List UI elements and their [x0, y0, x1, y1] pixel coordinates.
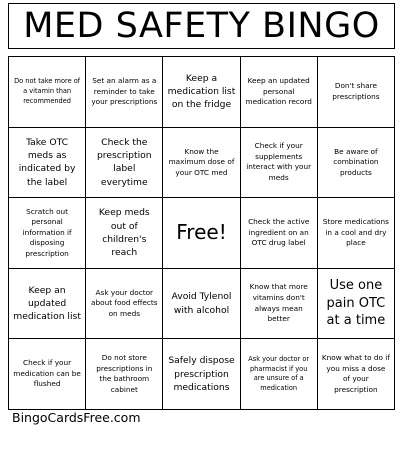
bingo-cell-r3c4: Check the active ingredient on an OTC drug label — [241, 198, 318, 269]
bingo-cell-r1c5: Don't share prescriptions — [318, 57, 395, 128]
footer-site-credit: BingoCardsFree.com — [12, 410, 141, 425]
bingo-cell-r3c2: Keep meds out of children's reach — [86, 198, 163, 269]
bingo-cell-r2c4: Check if your supplements interact with your meds — [241, 128, 318, 199]
bingo-cell-r5c3: Safely dispose prescription medications — [163, 339, 240, 410]
bingo-cell-r4c2: Ask your doctor about food effects on meds — [86, 269, 163, 340]
bingo-cell-r2c1: Take OTC meds as indicated by the label — [9, 128, 86, 199]
bingo-cell-r2c2: Check the prescription label everytime — [86, 128, 163, 199]
bingo-cell-r3c1: Scratch out personal information if disposing prescription — [9, 198, 86, 269]
bingo-cell-r1c1: Do not take more of a vitamin than recommended — [9, 57, 86, 128]
bingo-cell-r4c5: Use one pain OTC at a time — [318, 269, 395, 340]
bingo-cell-r4c4: Know that more vitamins don't always mean better — [241, 269, 318, 340]
bingo-cell-r5c4: Ask your doctor or pharmacist if you are unsure of a medication — [241, 339, 318, 410]
bingo-title: MED SAFETY BINGO — [23, 6, 380, 46]
bingo-cell-r5c5: Know what to do if you miss a dose of your prescription — [318, 339, 395, 410]
bingo-free-space: Free! — [163, 198, 240, 269]
bingo-cell-r4c3: Avoid Tylenol with alcohol — [163, 269, 240, 340]
bingo-cell-r3c5: Store medications in a cool and dry place — [318, 198, 395, 269]
bingo-cell-r5c1: Check if your medication can be flushed — [9, 339, 86, 410]
bingo-cell-r2c3: Know the maximum dose of your OTC med — [163, 128, 240, 199]
bingo-title-box — [8, 3, 395, 49]
bingo-grid — [8, 56, 395, 410]
bingo-cell-r5c2: Do not store prescriptions in the bathroom cabinet — [86, 339, 163, 410]
bingo-cell-r1c2: Set an alarm as a reminder to take your prescriptions — [86, 57, 163, 128]
bingo-cell-r1c3: Keep a medication list on the fridge — [163, 57, 240, 128]
bingo-cell-r2c5: Be aware of combination products — [318, 128, 395, 199]
bingo-cell-r4c1: Keep an updated medication list — [9, 269, 86, 340]
bingo-cell-r1c4: Keep an updated personal medication record — [241, 57, 318, 128]
